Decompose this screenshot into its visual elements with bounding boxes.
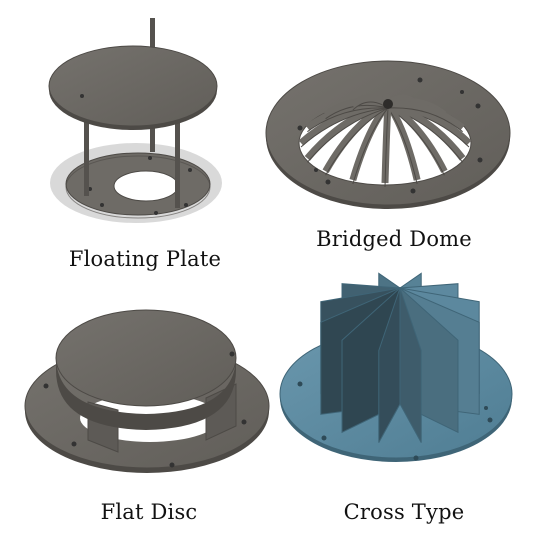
bottom-plate-hole	[114, 171, 178, 201]
flat-disc	[56, 310, 236, 406]
caption-cross-type: Cross Type	[343, 500, 465, 524]
dome-hub	[383, 99, 393, 109]
top-plate	[49, 46, 217, 126]
caption-floating-plate: Floating Plate	[68, 247, 222, 271]
bridged-dome-model	[266, 61, 510, 209]
caption-bridged-dome: Bridged Dome	[316, 227, 472, 251]
cross-type-model	[280, 273, 512, 462]
caption-flat-disc: Flat Disc	[100, 500, 198, 524]
flat-disc-model	[25, 310, 269, 473]
dome-bridges	[301, 96, 469, 187]
